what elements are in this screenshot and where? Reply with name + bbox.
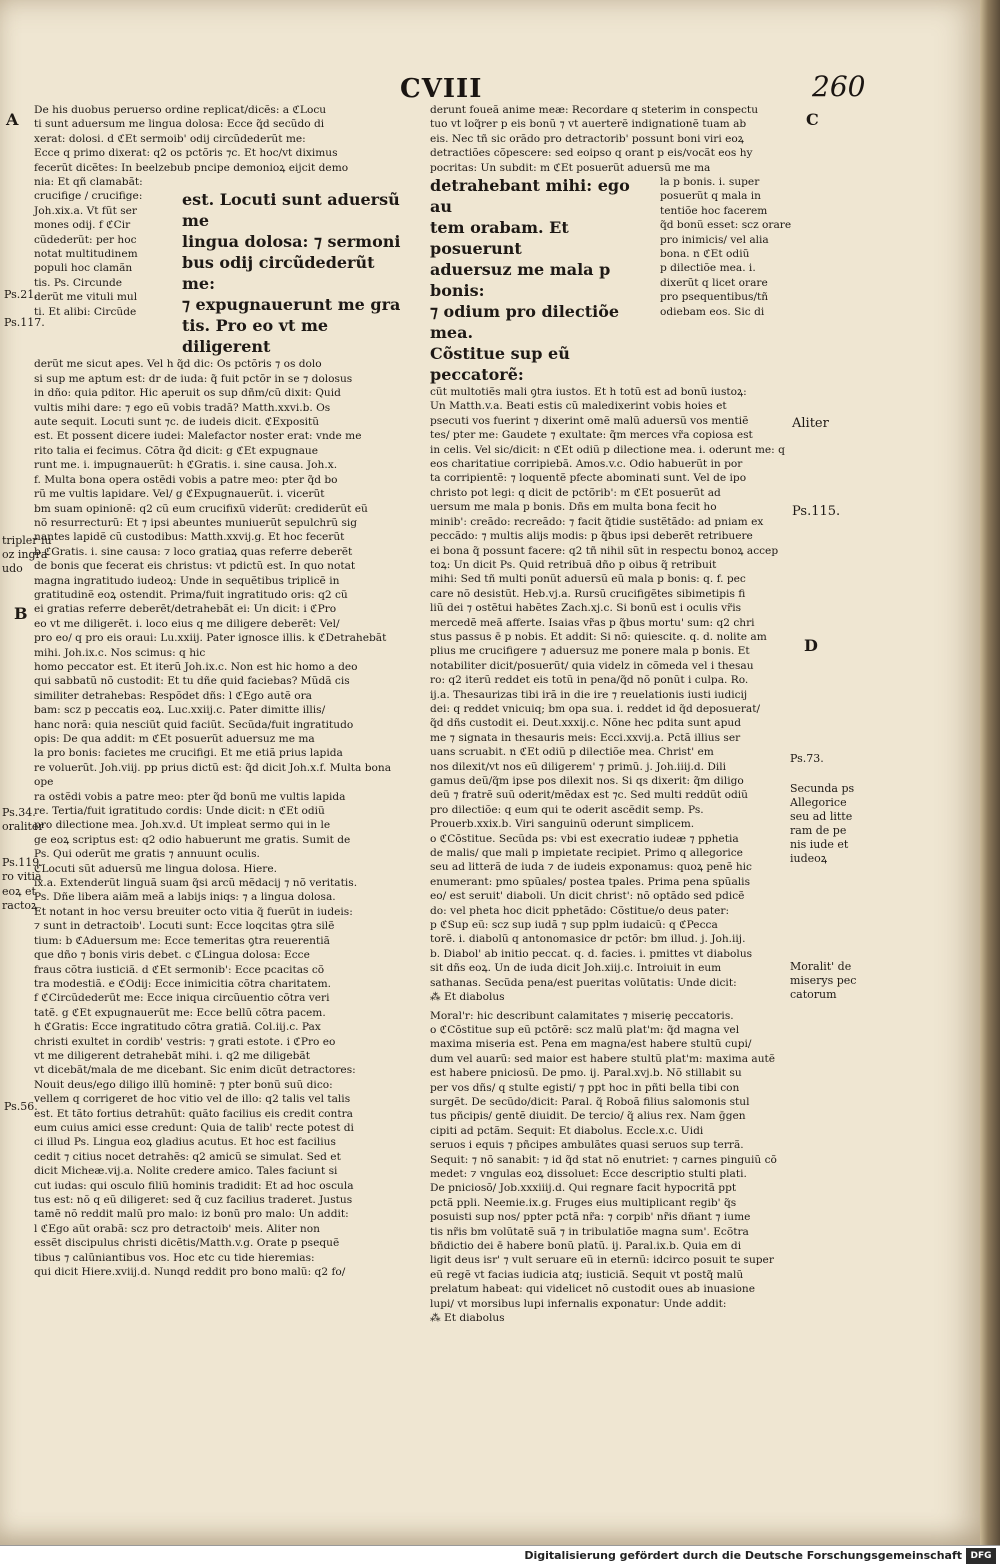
text-line: gamus deũ/q̃m ipse pos dilexit nos. Si qs dixerit: q̃m diligo: [430, 775, 744, 787]
text-line: o ℭCõstitue sup eũ pctõrẽ: scz malũ plat'm: q̃d magna vel: [430, 1023, 740, 1036]
text-line: in dño: quia pditor. Hic aperuit os sup dñm/cũ dixit: Quid: [34, 387, 341, 400]
text-line: re. Tertia/fuit igratitudo cordis: Unde dicit: n ℭEt odiũ: [34, 805, 325, 818]
margin-note: ractoꝝ: [2, 899, 38, 912]
text-line: cũt multotiẽs mali ꝯtra iustos. Et h totũ est ad bonũ iustoꝝ:: [430, 386, 747, 399]
margin-letter-b: B: [14, 604, 28, 623]
left-intro: [34, 103, 409, 189]
text-line: cipiti ad pctãm. Sequit: Et diabolus. Eccle.x.c. Uidi: [430, 1124, 704, 1137]
margin-note: tripler iu: [2, 534, 52, 547]
text-line: cedit ⁊ citius nocet detrahẽs: q2 amicũ se simulat. Sed et: [34, 1150, 341, 1163]
text-line: nantes lapidẽ cũ custodibus: Matth.xxvij.g. Et hoc fecerũt: [34, 531, 345, 544]
text-line: aduersuz me mala p bonis:: [430, 260, 611, 301]
margin-line: iudeoꝝ: [790, 852, 828, 865]
text-line: homo peccator est. Et iterũ Joh.ix.c. Non est hic homo a deo: [34, 660, 358, 673]
margin-letter-d: D: [804, 636, 818, 655]
text-line: Un Matth.v.a. Beati estis cũ maledixerint vobis hoies et: [430, 400, 727, 413]
margin-secunda: [790, 782, 854, 866]
text-line: ra ostẽdi vobis a patre meo: pter q̃d bonũ me vultis lapida: [34, 790, 346, 803]
text-line: re voluerũt. Joh.viij. pp prius dictũ est: q̃d dicit Joh.x.f. Multa bona ope: [34, 761, 392, 789]
margin-line: nis iude et: [790, 838, 849, 851]
margin-line: ram de pe: [790, 824, 847, 837]
left-body: [34, 357, 409, 1279]
right-main-text: [430, 175, 654, 385]
text-line: tra modestiã. e ℭOdij: Ecce inimicitia cõtra charitatem.: [34, 977, 332, 990]
text-line: f ℭCircũdederũt me: Ecce iniqua circũuentio cõtra veri: [34, 992, 330, 1005]
margin-note: udo: [2, 562, 23, 575]
text-line: Ps. Dñe libera aiãm meã a labijs iniqs: ⁊ a lingua dolosa.: [34, 891, 336, 904]
text-line: crucifige / crucifige:: [34, 190, 143, 203]
text-line: eos charitatiue corripiebã. Amos.v.c. Odio habuerũt in por: [430, 458, 743, 471]
page-edge: [980, 0, 1000, 1545]
text-line: ligit deus isr' ⁊ vult seruare eũ in eternũ: idcirco posuit te super: [430, 1254, 774, 1267]
left-main-text: [182, 189, 407, 357]
text-line: est. Et tãto fortius detrahũt: quãto facilius eis credit contra: [34, 1107, 353, 1120]
text-line: derũt me vituli mul: [34, 291, 138, 304]
text-line: tibus ⁊ calũniantibus vos. Hoc etc cu tide hieremias:: [34, 1251, 315, 1264]
text-line: l ℭEgo aũt orabã: scz pro detractoib' meis. Aliter non: [34, 1222, 320, 1235]
text-line: cũdederũt: per hoc: [34, 233, 137, 246]
margin-ps73: Ps.73.: [790, 752, 824, 765]
text-line: liũ dei ⁊ ostẽtui habẽtes Zach.xj.c. Si bonũ est i oculis vr̃is: [430, 602, 742, 615]
text-line: xerat: dolosi. d ℭEt sermoib' odij circũdederũt me:: [34, 132, 306, 145]
text-line: posuerũt q mala in: [660, 190, 761, 203]
text-line: qui dicit Hiere.xviij.d. Nunqd reddit pro bono malũ: q2 fo/: [34, 1266, 346, 1279]
text-line: tatẽ. g ℭEt expugnauerũt me: Ecce bellũ cõtra pacem.: [34, 1006, 326, 1019]
text-line: pro inimicis/ vel alia: [660, 233, 769, 246]
text-line: ti sunt aduersum me lingua dolosa: Ecce q̃d secũdo di: [34, 118, 325, 131]
text-line: ⁂ Et diabolus: [430, 991, 505, 1004]
text-line: derũt me sicut apes. Vel h q̃d dic: Os pctõris ⁊ os dolo: [34, 358, 322, 371]
text-line: tis nr̃is bm volũtatẽ suã ⁊ in tribulatiõe magna sum'. Ecõtra: [430, 1225, 749, 1238]
text-line: Cõstitue sup eũ peccatorẽ:: [430, 344, 570, 385]
text-line: est. Locuti sunt aduersũ me: [182, 190, 400, 231]
text-line: pro dilectione mea. Joh.xv.d. Ut impleat sermo qui in le: [34, 819, 331, 832]
text-line: vt dicebãt/mala de me dicebant. Sic enim dicũt detractores:: [34, 1064, 356, 1077]
text-line: maxima miseria est. Pena em magna/est habere stultũ cupi/: [430, 1038, 752, 1051]
text-line: Et notant in hoc versu breuiter octo vitia q̃ fuerũt in iudeis:: [34, 905, 353, 918]
folio-heading: CVIII: [400, 74, 483, 104]
margin-note: Ps.119.: [2, 856, 43, 869]
text-line: tamẽ nõ reddit malũ pro malo: iz bonũ pro malo: Un addit:: [34, 1208, 349, 1221]
text-line: est. Et possent dicere iudei: Malefactor noster erat: vnde me: [34, 430, 362, 443]
margin-note: eoꝝ et: [2, 885, 36, 898]
text-line: dixerũt q licet orare: [660, 276, 768, 289]
text-line: ⁂ Et diabolus: [430, 1312, 505, 1325]
text-line: pro eo/ q pro eis oraui: Lu.xxiij. Pater ignosce illis. k ℭDetrahebãt mihi. Joh.ix.c. Nos scimus: q hic: [34, 632, 387, 659]
text-line: magna ingratitudo iudeoꝝ: Unde in sequẽtibus triplicẽ in: [34, 574, 340, 587]
text-line: cut iudas: qui osculo filiũ hominis tradidit: Et ad hoc oscula: [34, 1179, 354, 1192]
page-number: 260: [812, 70, 866, 103]
text-line: ij.a. Thesaurizas tibi irã in die ire ⁊ reuelationis iusti iudicij: [430, 688, 748, 701]
text-line: medet: ⁊ vngulas eoꝝ dissoluet: Ecce descriptio stulti plati.: [430, 1167, 747, 1180]
right-gloss: [660, 175, 792, 385]
text-line: seruos i equis ⁊ pñcipes ambulãtes quasi seruos sup terrã.: [430, 1139, 744, 1152]
text-line: ta corripientẽ: ⁊ loquentẽ pfecte abominati sunt. Vel de ipo: [430, 472, 747, 485]
text-line: tus est: nõ q eũ diligeret: sed q̃ cuz facilius traderet. Justus: [34, 1194, 353, 1206]
text-line: tus pñcipis/ gentẽ diuidit. De tercio/ q̃ alius rex. Nam ḡgen: [430, 1110, 746, 1123]
text-line: mones odij. f ℭCir: [34, 219, 131, 232]
text-line: derunt foueã anime meæ: Recordare q steterim in conspectu: [430, 104, 759, 116]
text-line: nos dilexit/vt nos eũ diligerem' ⁊ primũ. j. Joh.iiij.d. Dili: [430, 760, 727, 773]
text-line: tem orabam. Et posuerunt: [430, 218, 569, 259]
text-line: Moral'r: hic describunt calamitates ⁊ miserię peccatoris.: [430, 1009, 734, 1022]
text-line: Prouerb.xxix.b. Viri sanguinũ oderunt simplicem.: [430, 818, 695, 831]
footer-credit: Digitalisierung gefördert durch die Deutsche Forschungsgemeinschaft: [524, 1549, 962, 1562]
text-line: peccãdo: ⁊ multis alijs modis: p q̃bus ipsi deberẽt retribuere: [430, 530, 753, 543]
margin-letter-a: A: [6, 110, 19, 129]
margin-line: catorum: [790, 988, 837, 1001]
margin-line: Secunda ps: [790, 782, 855, 795]
text-line: notabiliter dicit/posuerũt/ quia videlz in cõmeda vel i thesau: [430, 659, 754, 672]
text-line: pro psequentibus/tñ: [660, 291, 769, 304]
text-line: fraus cõtra iusticiã. d ℭEt sermonib': Ecce pcacitas cõ: [34, 963, 325, 976]
text-line: eum cuius amici esse credunt: Quia de talib' recte potest di: [34, 1121, 354, 1134]
text-line: Sequit: ⁊ nõ sanabit: ⁊ id q̃d stat nõ enutriet: ⁊ carnes pinguiũ cõ: [430, 1153, 777, 1166]
text-line: ge eoꝝ scriptus est: q2 odio habuerunt me gratis. Sumit de: [34, 833, 351, 846]
margin-note: Ps.117.: [4, 316, 45, 329]
text-line: runt me. i. impugnauerũt: h ℭGratis. i. sine causa. Joh.x.: [34, 459, 338, 472]
right-body: [430, 385, 795, 1004]
text-line: tentiõe hoc facerem: [660, 204, 768, 217]
text-line: dum vel auarũ: sed maior est habere stultũ plat'm: maxima autẽ: [430, 1052, 776, 1065]
margin-note: oz ingra: [2, 548, 48, 561]
text-line: Joh.xix.a. Vt fũt ser: [34, 204, 137, 217]
text-line: per vos dñs/ q stulte egisti/ ⁊ ppt hoc in pñti bella tibi con: [430, 1081, 740, 1094]
text-line: uersum me mala p bonis. Dñs em multa bona fecit ho: [430, 501, 717, 514]
text-line: De his duobus peruerso ordine replicat/dicẽs: a ℭLocu: [34, 104, 327, 116]
text-line: tes/ pter me: Gaudete ⁊ exultate: q̃m merces vr̃a copiosa est: [430, 429, 753, 442]
text-line: aute sequit. Locuti sunt ⁊c. de iudeis dicit. ℭExpositũ: [34, 416, 320, 429]
text-line: hanc norã: quia nesciũt quid faciũt. Secũda/fuit ingratitudo: [34, 718, 354, 731]
margin-line: Allegorice: [790, 796, 847, 809]
text-line: lingua dolosa: ⁊ sermoni: [182, 232, 401, 252]
margin-aliter: Aliter: [792, 416, 829, 431]
text-line: nõ resurrecturũ: Et ⁊ ipsi abeuntes muniuerũt sepulchrũ sig: [34, 516, 358, 529]
text-line: tis. Ps. Circunde: [34, 276, 123, 289]
text-line: mercedẽ meã afferte. Isaias vr̃as p q̃bus mortu' sum: q2 chri: [430, 616, 755, 629]
text-line: si sup me aptum est: dr de iuda: q̃ fuit pctõr in se ⁊ dolosus: [34, 372, 353, 385]
text-line: populi hoc clamãn: [34, 262, 133, 275]
text-line: care nõ desistũt. Heb.vj.a. Rursũ crucifigẽtes sibimetipis fi: [430, 587, 746, 600]
text-line: bam: scz p peccatis eoꝝ. Luc.xxiij.c. Pater dimitte illis/: [34, 704, 326, 717]
margin-note: Ps.56.: [4, 1100, 38, 1113]
text-line: dicit Micheæ.vij.a. Nolite credere amico. Tales faciunt si: [34, 1165, 338, 1178]
right-gloss-block: [430, 175, 795, 385]
text-line: bona. n ℭEt odiũ: [660, 248, 750, 261]
text-line: De pniciosõ/ Job.xxxiiij.d. Qui regnare facit hypocritã ppt: [430, 1182, 737, 1195]
text-line: surgẽt. De secũdo/dicit: Paral. q̃ Roboã filius salomonis stul: [430, 1095, 750, 1108]
text-line: la pro bonis: facietes me crucifigi. Et me etiã prius lapida: [34, 747, 343, 760]
text-line: pro dilectiõe: q eum qui te oderit ascẽdit semp. Ps.: [430, 803, 704, 816]
text-line: notat multitudinem: [34, 248, 138, 261]
text-line: q̃d bonũ esset: scz orare: [660, 219, 792, 232]
text-line: vultis mihi dare: ⁊ ego eũ vobis tradã? Matth.xxvi.b. Os: [34, 401, 331, 414]
text-line: dei: q reddet vnicuiq; bm opa sua. i. reddet id q̃d deposuerat/: [430, 702, 761, 715]
dfg-logo: DFG: [966, 1548, 996, 1564]
margin-letter-c: C: [806, 110, 819, 129]
text-line: christo pot legi: q dicit de pctõrib': m ℭEt posuerũt ad: [430, 486, 721, 499]
text-line: odiebam eos. Sic di: [660, 305, 765, 318]
text-line: rito talia ei fecimus. Cõtra q̃d dicit: g ℭEt expugnaue: [34, 444, 318, 457]
margin-line: seu ad litte: [790, 810, 853, 823]
text-line: plius me crucifigere ⁊ aduersuz me ponere mala p bonis. Et: [430, 645, 750, 658]
text-line: psecuti vos fuerint ⁊ dixerint omẽ malũ aduersũ vos mentiẽ: [430, 414, 749, 427]
text-line: torẽ. i. diabolũ q antonomasice dr pctõr: bm illud. j. Joh.iij.: [430, 933, 746, 946]
text-line: de malis/ que mali p impietate recipiet. Primo q allegorice: [430, 847, 743, 860]
text-line: ⁊ sunt in detractoib'. Locuti sunt: Ecce loqcitas ꝯtra silẽ: [34, 920, 335, 933]
text-line: posuisti sup nos/ ppter pctã nr̃a: ⁊ corpib' nr̃is dñant ⁊ iume: [430, 1211, 751, 1224]
text-line: prelatum habeat: qui videlicet nõ custodit oues ab inuasione: [430, 1283, 755, 1296]
text-line: gratitudinẽ eoꝝ ostendit. Prima/fuit ingratitudo oris: q2 cũ: [34, 588, 348, 601]
text-line: do: vel pheta hoc dicit pphetãdo: Cõstitue/o deus pater:: [430, 904, 730, 917]
text-line: eo vt me diligerẽt. i. loco eius q me diligere deberẽt: Vel/: [34, 617, 340, 630]
text-line: sit dñs eoꝝ. Un de iuda dicit Joh.xiij.c. Introiuit in eum: [430, 962, 722, 975]
margin-note: ro vitia: [2, 870, 42, 883]
text-line: ei bona q̃ possunt facere: q2 tñ nihil sũt in respectu bonoꝝ accep: [430, 544, 779, 557]
text-line: ix.a. Extenderũt linguã suam q̃si arcũ mẽdacij ⁊ nõ veritatis.: [34, 877, 358, 890]
text-line: fecerũt dicẽtes: In beelzebub pncipe demonioꝝ eijcit demo: [34, 161, 349, 174]
margin-moraliter: [790, 960, 856, 1002]
right-moral: [430, 1009, 795, 1326]
text-line: seu ad litterã de iuda ⁊ de iudeis exponamus: quoꝝ penẽ hic: [430, 861, 752, 874]
text-line: que dño ⁊ bonis viris debet. c ℭLingua dolosa: Ecce: [34, 949, 310, 962]
text-line: sathanas. Secũda pena/est pueritas volũtatis: Unde dicit:: [430, 976, 737, 989]
right-column: [430, 103, 795, 1325]
text-line: o ℭCõstitue. Secũda ps: vbi est execratio iudeæ ⁊ pphetia: [430, 832, 739, 845]
text-line: bm suam opinionẽ: q2 cũ eum crucifixũ viderũt: crediderũt eũ: [34, 502, 368, 515]
text-line: pctã ppli. Neemie.ix.g. Fruges eius multiplicant regib' q̃s: [430, 1196, 737, 1209]
text-line: p ℭSup eũ: scz sup iudã ⁊ sup pplm iudaicũ: q ℭPecca: [430, 919, 718, 932]
text-line: toꝝ: Un dicit Ps. Quid retribuã dño p oibus q̃ retribuit: [430, 558, 717, 571]
text-line: eũ regẽ vt facias iudicia atq; iusticiã. Sequit vt postq̃ malũ: [430, 1268, 744, 1281]
text-line: ei gratias referre deberẽt/detrahebãt ei: Un dicit: i ℭPro: [34, 603, 337, 616]
text-line: in celis. Vel sic/dicit: n ℭEt odiũ p dilectione mea. i. oderunt me: q: [430, 443, 785, 456]
left-gloss-block: [34, 189, 409, 357]
text-line: qui sabbatũ nõ custodit: Et tu dñe quid faciebas? Mũdã cis: [34, 675, 350, 688]
text-line: ti. Et alibi: Circũde: [34, 305, 137, 318]
text-line: minib': creãdo: recreãdo: ⁊ facit q̃tidie sustẽtãdo: ad pniam ex: [430, 515, 764, 528]
text-line: p dilectiõe mea. i.: [660, 262, 756, 275]
text-line: h ℭGratis: Ecce ingratitudo cõtra gratiã. Col.iij.c. Pax: [34, 1021, 321, 1034]
text-line: opis: De qua addit: m ℭEt posuerũt aduersuz me ma: [34, 733, 315, 745]
text-line: ci illud Ps. Lingua eoꝝ gladius acutus. Et hoc est facilius: [34, 1136, 336, 1149]
text-line: Ecce q primo dixerat: q2 os pctõris ⁊c. Et hoc/vt diximus: [34, 147, 338, 160]
text-line: vt me diligerent detrahebãt mihi. i. q2 me diligebãt: [34, 1049, 310, 1062]
left-gloss: [34, 189, 176, 357]
text-line: mihi: Sed tñ multi ponũt aduersũ eũ mala p bonis: q. f. pec: [430, 573, 746, 586]
text-line: la p bonis. i. super: [660, 176, 760, 189]
text-line: essẽt discipulus christi dicẽtis/Matth.v.g. Orate p psequẽ: [34, 1237, 340, 1250]
margin-line: Moralit' de: [790, 960, 852, 973]
text-line: tuo vt loq̃rer p eis bonũ ⁊ vt auerterẽ indignationẽ tuam ab: [430, 118, 747, 131]
text-line: christi exultet in cordib' vestris: ⁊ grati estote. i ℭPro eo: [34, 1035, 336, 1048]
text-line: tis. Pro eo vt me diligerent: [182, 316, 329, 357]
text-line: tium: b ℭAduersum me: Ecce temeritas ꝯtra reuerentiã: [34, 934, 330, 947]
text-line: b ℭGratis. i. sine causa: ⁊ loco gratiaꝝ quas referre deberẽt: [34, 545, 353, 558]
text-line: uans scruabit. n ℭEt odiũ p dilectiõe mea. Christ' em: [430, 746, 714, 759]
margin-note: oraliter: [2, 820, 44, 833]
text-line: rũ me vultis lapidare. Vel/ g ℭExpugnauerũt. i. vicerũt: [34, 488, 325, 501]
text-line: eo/ est seruit' diaboli. Un dicit christ': nõ optãdo sed pdicẽ: [430, 890, 745, 903]
left-column: [34, 103, 409, 1279]
text-line: b. Diabol' ab initio peccat. q. d. facies. i. pmittes vt diabolus: [430, 947, 753, 960]
text-line: pocritas: Un subdit: m ℭEt posuerũt aduersũ me ma: [430, 161, 711, 174]
text-line: vellem q corrigeret de hoc vitio vel de illo: q2 talis vel talis: [34, 1093, 351, 1106]
text-line: Ps. Qui oderũt me gratis ⁊ annuunt oculis.: [34, 848, 260, 861]
text-line: f. Multa bona opera ostẽdi vobis a patre meo: pter q̃d bo: [34, 473, 338, 486]
text-line: bus odij circũdederũt me:: [182, 253, 375, 294]
text-line: ⁊ expugnauerunt me gra: [182, 295, 401, 315]
text-line: nia: Et qñ clamabãt:: [34, 176, 143, 189]
text-line: bñdictio dei ē habere bonũ platũ. ij. Paral.ix.b. Quia em di: [430, 1240, 742, 1252]
text-line: ⁊ odium pro dilectiõe mea.: [430, 302, 620, 343]
text-line: detractiões cõpescere: sed eoipso q orant p eis/vocãt eos hy: [430, 147, 753, 160]
text-line: me ⁊ signata in thesauris meis: Ecci.xxvij.a. Pctã illius ser: [430, 731, 741, 744]
text-line: q̃d dñs custodit ei. Deut.xxxij.c. Nõne hec pdita sunt apud: [430, 717, 741, 730]
text-line: lupi/ vt morsibus lupi infernalis exponatur: Unde addit:: [430, 1297, 727, 1310]
text-line: ro: q2 iterũ reddet eis totũ in pena/q̃d nõ ponũt i culpa. Ro.: [430, 674, 749, 687]
margin-line: miserys pec: [790, 974, 857, 987]
margin-note: Ps.21.: [4, 288, 38, 301]
text-line: de bonis que fecerat eis christus: vt pdictũ est. In quo notat: [34, 560, 356, 573]
text-line: similiter detrahebas: Respõdet dñs: l ℭEgo autẽ ora: [34, 689, 312, 702]
margin-note: Ps.34.: [2, 806, 36, 819]
text-line: stus passus ē p nobis. Et addit: Si nõ: quiescite. q. d. nolite am: [430, 630, 767, 643]
right-intro: [430, 103, 795, 175]
text-line: Nouit deus/ego diligo illũ hominẽ: ⁊ pter bonũ suũ dico:: [34, 1078, 333, 1091]
footer-bar: [0, 1545, 1000, 1567]
text-line: est habere pniciosũ. De pmo. ij. Paral.xvj.b. Nõ stillabit su: [430, 1067, 742, 1080]
text-line: enumerant: pmo spũales/ postea tpales. Prima pena spũalis: [430, 875, 751, 888]
text-line: ℭLocuti sũt aduersũ me lingua dolosa. Hiere.: [34, 862, 277, 875]
margin-ps115: Ps.115.: [792, 504, 841, 519]
text-line: eis. Nec tñ sic orãdo pro detractorib' possunt boni viri eoꝝ: [430, 132, 744, 145]
text-line: detrahebant mihi: ego au: [430, 176, 630, 217]
text-line: deũ ⁊ fratrẽ suũ oderit/mẽdax est ⁊c. Sed multi reddũt odiũ: [430, 789, 748, 802]
